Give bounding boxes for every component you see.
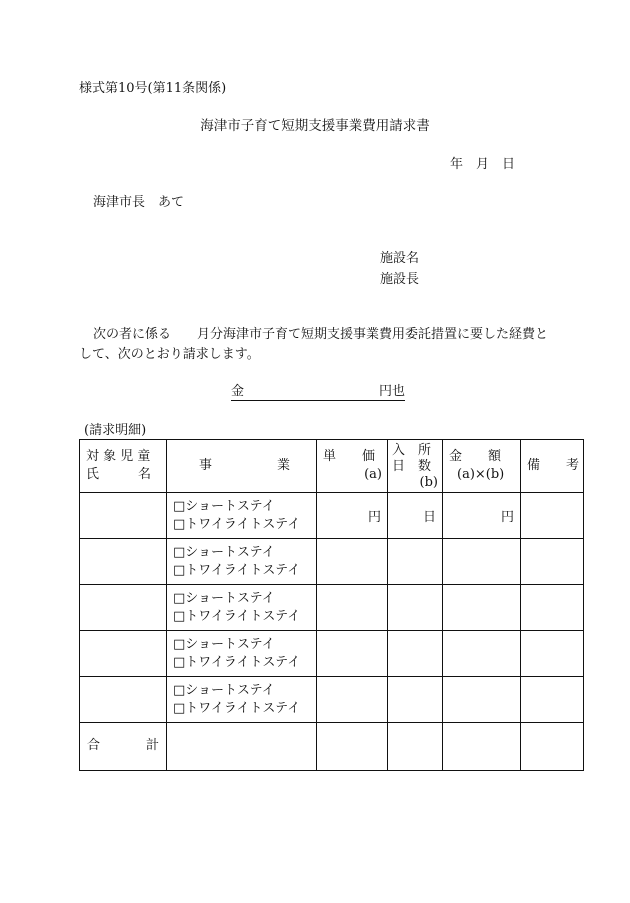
facility-head-label: 施設長 bbox=[380, 272, 420, 287]
header-amount bbox=[443, 440, 521, 493]
document-title: 海津市子育て短期支援事業費用請求書 bbox=[200, 118, 430, 134]
amount-cell[interactable] bbox=[443, 677, 521, 723]
header-child-line-1: 対 象 児 童 bbox=[86, 449, 151, 464]
unit-price-cell[interactable] bbox=[317, 539, 388, 585]
twilight-stay-checkbox[interactable]: □トワイライトステイ bbox=[173, 562, 301, 578]
header-price-line-1: 単 価 bbox=[323, 449, 376, 464]
table-row bbox=[80, 539, 584, 585]
total-row bbox=[80, 723, 584, 771]
detail-caption: (請求明細) bbox=[84, 423, 147, 438]
child-name-cell[interactable] bbox=[80, 677, 167, 723]
header-child-name bbox=[80, 440, 167, 493]
short-stay-checkbox[interactable]: □ショートステイ bbox=[173, 544, 275, 560]
header-amount-line-1: 金 額 bbox=[449, 449, 502, 464]
header-days bbox=[388, 440, 443, 493]
unit-price-cell[interactable] bbox=[317, 631, 388, 677]
unit-price-cell[interactable] bbox=[317, 585, 388, 631]
remarks-cell[interactable] bbox=[521, 539, 584, 585]
header-days-line-3: (b) bbox=[419, 475, 438, 490]
body-text-line-1: 次の者に係る 月分海津市子育て短期支援事業費用委託措置に要した経費と bbox=[93, 327, 549, 342]
days-cell[interactable] bbox=[388, 585, 443, 631]
service-cell bbox=[167, 585, 317, 631]
unit-price-cell[interactable] bbox=[317, 493, 388, 539]
twilight-stay-checkbox[interactable]: □トワイライトステイ bbox=[173, 700, 301, 716]
short-stay-checkbox[interactable]: □ショートステイ bbox=[173, 682, 275, 698]
recipient: 海津市長 あて bbox=[93, 195, 185, 210]
amount-cell[interactable] bbox=[443, 631, 521, 677]
header-amount-line-2: (a)×(b) bbox=[457, 467, 505, 482]
days-cell[interactable] bbox=[388, 493, 443, 539]
total-label-char-2: 計 bbox=[145, 738, 159, 753]
total-label-cell bbox=[80, 723, 167, 771]
table-row bbox=[80, 677, 584, 723]
service-cell bbox=[167, 631, 317, 677]
remarks-cell[interactable] bbox=[521, 493, 584, 539]
days-cell[interactable] bbox=[388, 631, 443, 677]
total-amount-cell[interactable] bbox=[443, 723, 521, 771]
short-stay-checkbox[interactable]: □ショートステイ bbox=[173, 590, 275, 606]
table-row bbox=[80, 493, 584, 539]
total-remarks-cell[interactable] bbox=[521, 723, 584, 771]
days-cell[interactable] bbox=[388, 677, 443, 723]
amount-line bbox=[231, 385, 405, 401]
amount-prefix: 金 bbox=[231, 384, 245, 399]
header-remarks-label: 備 考 bbox=[527, 458, 580, 473]
service-cell bbox=[167, 539, 317, 585]
service-cell bbox=[167, 677, 317, 723]
table-row bbox=[80, 631, 584, 677]
total-price-cell[interactable] bbox=[317, 723, 388, 771]
child-name-cell[interactable] bbox=[80, 539, 167, 585]
amount-cell[interactable] bbox=[443, 493, 521, 539]
amount-cell[interactable] bbox=[443, 539, 521, 585]
table-row bbox=[80, 585, 584, 631]
total-label-char-1: 合 bbox=[87, 738, 101, 753]
header-days-line-2: 日 数 bbox=[392, 459, 432, 474]
twilight-stay-checkbox[interactable]: □トワイライトステイ bbox=[173, 608, 301, 624]
child-name-cell[interactable] bbox=[80, 585, 167, 631]
days-cell[interactable] bbox=[388, 539, 443, 585]
header-child-line-2: 氏 名 bbox=[86, 467, 152, 482]
amount-cell[interactable] bbox=[443, 585, 521, 631]
header-unit-price bbox=[317, 440, 388, 493]
total-service-cell bbox=[167, 723, 317, 771]
amount-unit: 円 bbox=[500, 510, 514, 525]
form-number: 様式第10号(第11条関係) bbox=[79, 81, 227, 96]
facility-name-label: 施設名 bbox=[380, 251, 420, 266]
date-line: 年 月 日 bbox=[450, 157, 516, 172]
price-unit: 円 bbox=[367, 510, 381, 525]
remarks-cell[interactable] bbox=[521, 631, 584, 677]
header-service bbox=[167, 440, 317, 493]
total-days-cell[interactable] bbox=[388, 723, 443, 771]
child-name-cell[interactable] bbox=[80, 631, 167, 677]
child-name-cell[interactable] bbox=[80, 493, 167, 539]
service-cell bbox=[167, 493, 317, 539]
short-stay-checkbox[interactable]: □ショートステイ bbox=[173, 636, 275, 652]
twilight-stay-checkbox[interactable]: □トワイライトステイ bbox=[173, 516, 301, 532]
header-days-line-1: 入 所 bbox=[392, 443, 432, 458]
header-price-line-2: (a) bbox=[364, 467, 382, 482]
unit-price-cell[interactable] bbox=[317, 677, 388, 723]
twilight-stay-checkbox[interactable]: □トワイライトステイ bbox=[173, 654, 301, 670]
days-unit: 日 bbox=[422, 510, 436, 525]
header-service-label: 事 業 bbox=[199, 458, 291, 473]
detail-table bbox=[79, 439, 584, 771]
header-remarks bbox=[521, 440, 584, 493]
body-text-line-2: して、次のとおり請求します。 bbox=[79, 347, 260, 362]
short-stay-checkbox[interactable]: □ショートステイ bbox=[173, 498, 275, 514]
remarks-cell[interactable] bbox=[521, 585, 584, 631]
remarks-cell[interactable] bbox=[521, 677, 584, 723]
table-header-row bbox=[80, 440, 584, 493]
amount-suffix: 円也 bbox=[378, 384, 405, 399]
